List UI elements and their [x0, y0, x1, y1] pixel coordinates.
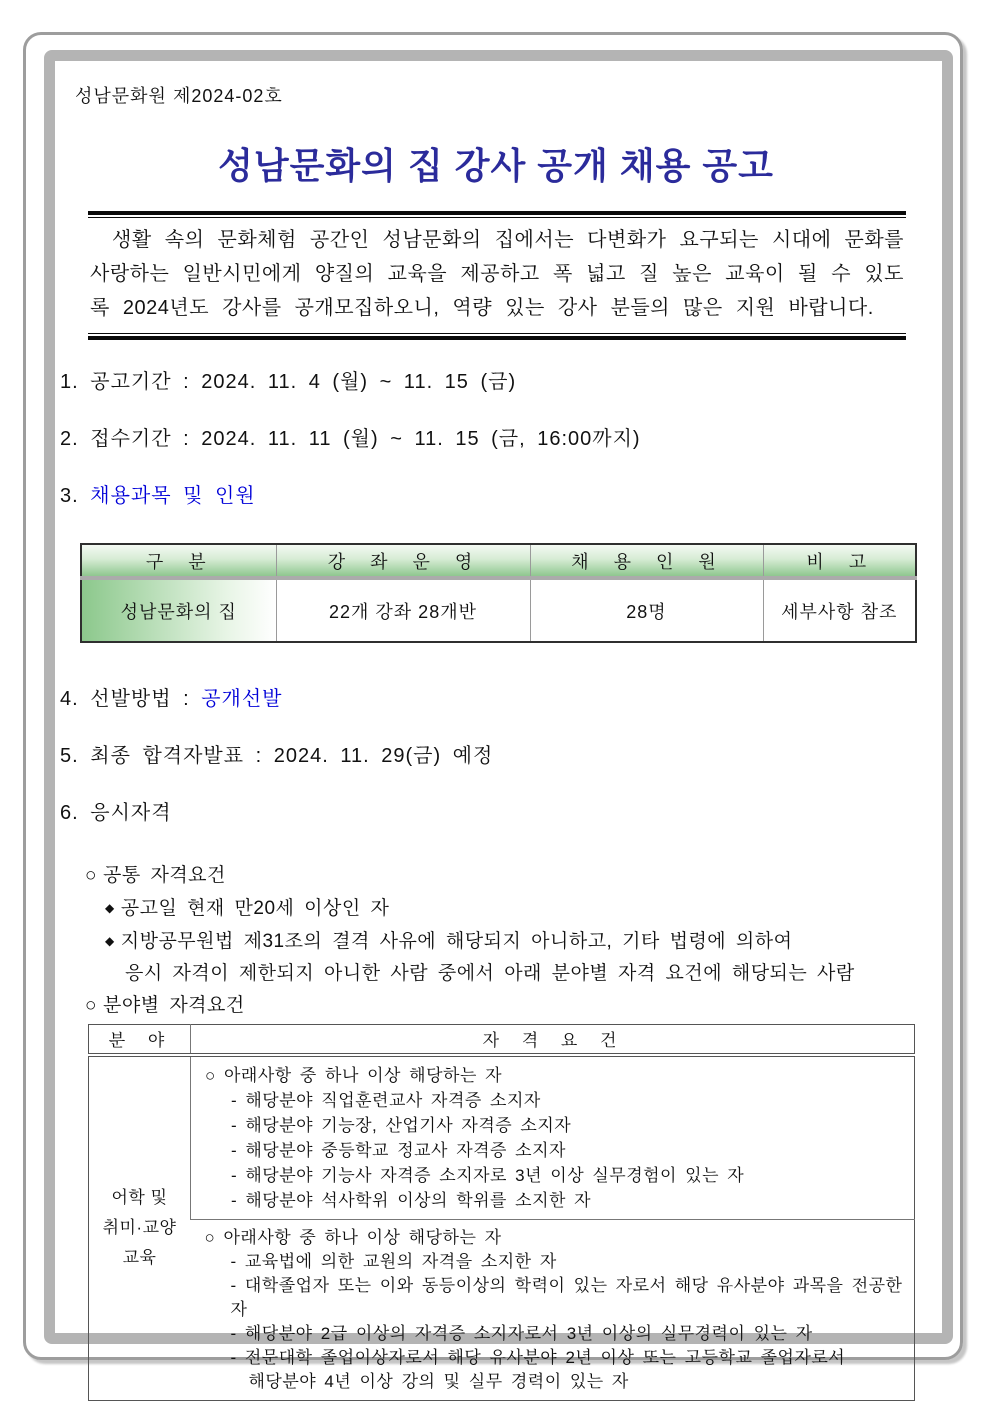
requirements-heading: ○ 아래사항 중 하나 이상 해당하는 자	[205, 1065, 503, 1085]
t1-header-category: 구 분	[81, 544, 276, 578]
t2-requirements-block-2	[191, 1219, 915, 1400]
item-announcement-period	[60, 372, 934, 393]
bullet-text: 공고일 현재 만20세 이상인 자	[120, 898, 390, 919]
requirement-item: - 해당분야 기능사 자격증 소지자로 3년 이상 실무경험이 있는 자	[231, 1165, 745, 1185]
item-recruit-subjects	[60, 486, 934, 507]
table-row	[81, 578, 916, 642]
item-label: 최종 합격자발표	[90, 745, 245, 767]
item-number: 3.	[60, 485, 79, 507]
category-line: 교육	[122, 1248, 157, 1267]
field-qualification-label: 분야별 자격요건	[102, 995, 245, 1016]
numbered-items	[60, 372, 934, 824]
category-line: 어학 및	[111, 1188, 168, 1207]
requirement-item: - 전문대학 졸업이상자로서 해당 유사분야 2년 이상 또는 고등학교 졸업자로서	[230, 1347, 846, 1367]
t2-header-requirements: 자 격 요 건	[191, 1025, 915, 1055]
intro-paragraph: 생활 속의 문화체험 공간인 성남문화의 집에서는 다변화가 요구되는 시대에 문화를 사랑하는 일반시민에게 양질의 교육을 제공하고 폭 넓고 질 높은 교육이 될 수 있도록 2024년도 강사를 공개모집하오니, 역량 있는 강사 분들의 많은 지원 바랍니다.	[90, 229, 904, 319]
diamond-bullet-icon: ◆	[105, 934, 115, 948]
item-value: 2024. 11. 4 (월) ~ 11. 15 (금)	[201, 371, 517, 393]
common-qualification-bullet-2	[105, 925, 934, 958]
item-eligibility	[60, 803, 934, 824]
requirement-item-continuation: 해당분야 4년 이상 강의 및 실무 경력이 있는 자	[248, 1371, 629, 1391]
requirement-item: - 해당분야 석사학위 이상의 학위를 소지한 자	[231, 1190, 592, 1210]
requirement-item: - 해당분야 직업훈련교사 자격증 소지자	[231, 1090, 541, 1110]
t2-requirements-block-1	[191, 1055, 915, 1220]
item-number: 5.	[60, 745, 79, 767]
requirement-item: - 해당분야 중등학교 정교사 자격증 소지자	[231, 1140, 566, 1160]
rule-thick-bottom	[88, 336, 906, 340]
qualification-table-header-row	[89, 1025, 915, 1055]
bullet-text: 지방공무원법 제31조의 결격 사유에 해당되지 아니하고, 기타 법령에 의하여	[120, 931, 793, 952]
common-qualification-bullet-2-continuation: 응시 자격이 제한되지 아니한 사람 중에서 아래 분야별 자격 요건에 해당되는 사람	[125, 963, 855, 984]
requirement-item: - 교육법에 의한 교원의 자격을 소지한 자	[230, 1251, 557, 1271]
doc-number: 성남문화원 제2024-02호	[75, 86, 283, 106]
t2-header-field: 분 야	[89, 1025, 191, 1055]
item-label: 선발방법	[90, 688, 172, 710]
eligibility-section	[58, 860, 934, 1022]
item-number: 6.	[60, 802, 79, 824]
diamond-bullet-icon: ◆	[105, 901, 115, 915]
item-colon: :	[183, 371, 190, 393]
item-value: 2024. 11. 29(금) 예정	[273, 745, 494, 767]
requirement-item: - 해당분야 기능장, 산업기사 자격증 소지자	[231, 1115, 572, 1135]
common-qualification-bullet-1	[105, 892, 934, 925]
item-value: 2024. 11. 11 (월) ~ 11. 15 (금, 16:00까지)	[201, 428, 641, 450]
table-row	[89, 1219, 915, 1400]
item-colon: :	[255, 745, 263, 767]
requirement-item: - 해당분야 2급 이상의 자격증 소지자로서 3년 이상의 실무경력이 있는 자	[230, 1323, 813, 1343]
item-label: 응시자격	[90, 802, 172, 824]
item-application-period	[60, 429, 934, 450]
circle-bullet-icon: ○	[85, 865, 97, 886]
t1-cell-courses: 22개 강좌 28개반	[276, 578, 530, 642]
qualification-table	[88, 1024, 915, 1401]
t1-cell-note: 세부사항 참조	[763, 578, 916, 642]
item-label: 공고기간	[90, 371, 172, 393]
rule-thin-bottom	[88, 333, 906, 334]
item-colon: :	[183, 428, 190, 450]
common-qualification-label: 공통 자격요건	[102, 865, 226, 886]
item-final-announcement	[60, 746, 934, 767]
t1-header-courses: 강 좌 운 영	[276, 544, 530, 578]
recruitment-table	[80, 543, 917, 643]
recruitment-table-header-row	[81, 544, 916, 578]
field-qualification-heading	[85, 990, 934, 1022]
t1-header-hires: 채 용 인 원	[530, 544, 763, 578]
t2-category-cell	[89, 1055, 191, 1401]
t1-header-note: 비 고	[763, 544, 916, 578]
t1-cell-hires: 28명	[530, 578, 763, 642]
item-selection-method	[60, 689, 934, 710]
document-content	[58, 58, 934, 1401]
t1-cell-category: 성남문화의 집	[81, 578, 276, 642]
item-label: 접수기간	[90, 428, 172, 450]
item-number: 4.	[60, 688, 79, 710]
item-number: 2.	[60, 428, 79, 450]
item-value: 공개선발	[201, 688, 283, 710]
item-number: 1.	[60, 371, 79, 393]
category-line: 취미·교양	[102, 1218, 177, 1237]
item-label: 채용과목 및 인원	[90, 485, 256, 507]
intro-box	[88, 211, 906, 340]
requirements-heading: ○ 아래사항 중 하나 이상 해당하는 자	[204, 1227, 502, 1247]
common-qualification-heading	[85, 860, 934, 892]
table-row	[89, 1055, 915, 1220]
page-title: 성남문화의 집 강사 공개 채용 공고	[218, 145, 774, 186]
item-colon: :	[183, 688, 190, 710]
requirement-item: - 대학졸업자 또는 이와 동등이상의 학력이 있는 자로서 해당 유사분야 과목을 전공한 자	[230, 1275, 903, 1319]
circle-bullet-icon: ○	[85, 995, 97, 1016]
rule-thick-top	[88, 211, 906, 215]
